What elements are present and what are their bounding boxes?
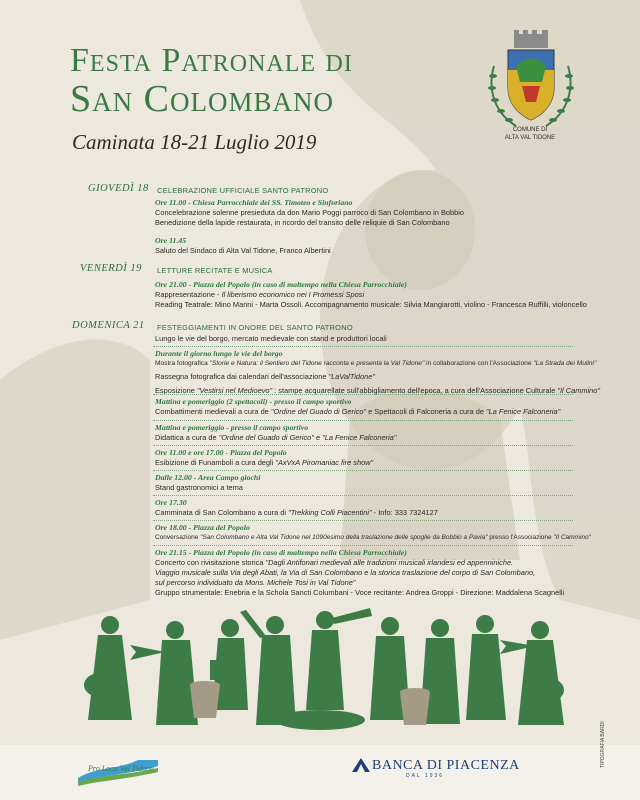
event-sunday-combat [155, 397, 605, 417]
event-friday-reading [155, 280, 605, 310]
event-text-italic: Viaggio musicale sulla Via degli Abati, la Via di San Colombano e la storica traslazione del corpo di San Colombano, [155, 568, 536, 577]
event-text-italic: "La Strada dei Mulini" [533, 360, 597, 367]
divider [153, 495, 573, 496]
event-text: Esposizione [155, 386, 197, 395]
event-sunday-walk [155, 498, 605, 518]
event-text: Rappresentazione - [155, 290, 222, 299]
pro-loco-logo [78, 752, 158, 786]
bank-logo-icon [352, 758, 370, 772]
event-time: Ore 17.30 [155, 498, 187, 507]
crest-caption-line-2: ALTA VAL TIDONE [504, 135, 556, 141]
event-time: Ore 18.00 - Piazza del Popolo [155, 523, 250, 532]
event-text: : stampe acquarellate sull'abbigliamento dell'epoca, a cura dell'Associazione Culturale [272, 386, 558, 395]
divider [153, 545, 573, 546]
printer-credit: TIPOGRAFIA BARDI [600, 721, 606, 768]
event-time: Ore 11.45 [155, 236, 187, 245]
event-text-italic: "Il Cammino" [553, 534, 591, 541]
divider [153, 346, 573, 347]
event-sunday-fire-show [155, 448, 605, 468]
event-time: Ore 11.00 - Chiesa Parrocchiale dei SS. Timoteo e Sinforiano [155, 198, 353, 207]
event-sunday-talk [155, 523, 605, 543]
event-text: Lungo le vie del borgo, mercato medievale con stand e produttori locali [155, 334, 387, 343]
day-sunday: DOMENICA 21 [72, 320, 145, 331]
divider [153, 470, 573, 471]
medieval-feast-illustration [70, 600, 570, 740]
bank-subtitle: DAL 1936 [406, 773, 445, 779]
event-text: Reading Teatrale: Mino Manni - Marta Ossoli. Accompagnamento musicale: Silvia Mangiarotti, violino - Francesca Ruffilli, violoncello [155, 300, 587, 309]
event-text: Gruppo strumentale: Enebria e la Schola Sancti Columbani - Voce recitante: Andrea Groppi - Direzione: Maddalena Scagnelli [155, 588, 565, 597]
crest-caption-line-1: COMUNE DI [512, 127, 548, 133]
crest-caption [480, 126, 580, 142]
event-sunday-concert [155, 548, 605, 598]
event-text: Didattica a cura de [155, 433, 219, 442]
event-text-italic: "AxVxA Piromaniac fire show" [275, 458, 374, 467]
event-time: Durante il giorno lungo le vie del borgo [155, 349, 283, 358]
event-time: Mattina e pomeriggio (2 spettacoli) - presso il campo sportivo [155, 397, 352, 406]
event-text: in collaborazione con l'Associazione [424, 360, 534, 367]
event-text: Benedizione della lapide restaurata, in ricordo del transito delle reliquie di San Colombano [155, 218, 450, 227]
day-friday: VENERDÌ 19 [80, 263, 142, 274]
event-text-italic: sul percorso individuato da Mons. Michele Tosi in Val Tidone" [155, 578, 356, 587]
event-time: Ore 11.00 e ore 17.00 - Piazza del Popolo [155, 448, 287, 457]
event-text: Conversazione [155, 534, 201, 541]
title-line-2: San Colombano [70, 78, 334, 120]
event-text: Saluto del Sindaco di Alta Val Tidone, Franco Albertini [155, 246, 331, 255]
event-text: Esibizione di Funamboli a cura degli [155, 458, 276, 467]
event-title [70, 42, 353, 118]
event-text: Camminata di San Colombano a cura di [155, 508, 289, 517]
event-text: - Info: 333 7324127 [371, 508, 438, 517]
event-time: Mattina e pomeriggio - presso il campo sportivo [155, 423, 309, 432]
event-text: e [313, 433, 323, 442]
event-subtitle: Caminata 18-21 Luglio 2019 [72, 130, 317, 154]
event-text-italic: "Dagli Antifonari medievali alle tradizioni musicali irlandesi ed appenniniche. [265, 558, 514, 567]
event-time: Dalle 12.00 - Area Campo giochi [155, 473, 261, 482]
event-text-italic: "La Fenice Falconeria" [322, 433, 397, 442]
event-text-italic: "Vestirsi nel Medioevo" [196, 386, 273, 395]
bank-name: BANCA DI PIACENZA [372, 758, 520, 773]
event-text-italic: "Storie e Natura: il Sentiero del Tidone racconta e presenta la Val Tidone" [209, 360, 425, 367]
event-text-italic: "Trekking Colli Piacentini" [288, 508, 372, 517]
event-text: e Spettacoli di Falconeria a cura de [366, 407, 487, 416]
divider [153, 420, 573, 421]
event-title-italic: Il liberismo economico nei I Promessi Sposi [221, 290, 365, 299]
divider [153, 394, 573, 395]
pro-loco-text: Pro Loco Val Tidone [88, 764, 154, 773]
event-thursday-mass [155, 198, 605, 228]
event-text-italic: "Ordine del Guado di Gerico" [270, 407, 367, 416]
day-sunday-heading: FESTEGGIAMENTI IN ONORE DEL SANTO PATRONO [157, 323, 353, 332]
event-text-italic: "Ordine del Guado di Gerico" [218, 433, 314, 442]
event-text: Combattimenti medievali a cura de [155, 407, 271, 416]
event-text: Stand gastronomici a tema [155, 483, 243, 492]
event-text-italic: "LaValTidone" [328, 372, 375, 381]
event-text: Mostra fotografica [155, 360, 210, 367]
event-sunday-market [155, 334, 605, 344]
divider [153, 520, 573, 521]
event-sunday-teaching [155, 423, 605, 443]
event-text: presso l'Associazione [487, 534, 554, 541]
event-text-italic: "San Colombano e Alta Val Tidone nel 1090esimo della traslazione delle spoglie da Bobbio a Pavia" [200, 534, 488, 541]
day-thursday-heading: CELEBRAZIONE UFFICIALE SANTO PATRONO [157, 186, 329, 195]
event-time: Ore 21.15 - Piazza del Popolo (in caso di maltempo nella Chiesa Parrocchiale) [155, 548, 407, 557]
day-thursday: GIOVEDÌ 18 [88, 183, 149, 194]
event-text-italic: "Il Cammino" [557, 386, 600, 395]
title-line-1: Festa Patronale di [70, 42, 353, 79]
event-text: Rassegna fotografica dai calendari dell'associazione [155, 372, 329, 381]
day-friday-heading: LETTURE RECITATE E MUSICA [157, 266, 273, 275]
event-time: Ore 21.00 - Piazza del Popolo (in caso di maltempo nella Chiesa Parrocchiale) [155, 280, 407, 289]
divider [153, 445, 573, 446]
event-text: Concelebrazione solenne presieduta da don Mario Poggi parroco di San Colombano in Bobbio [155, 208, 464, 217]
event-sunday-exhibits [155, 349, 605, 396]
event-text-italic: "La Fenice Falconeria" [486, 407, 561, 416]
event-text: Concerto con rivisitazione storica [155, 558, 266, 567]
event-sunday-food [155, 473, 605, 493]
event-thursday-greeting [155, 236, 605, 256]
